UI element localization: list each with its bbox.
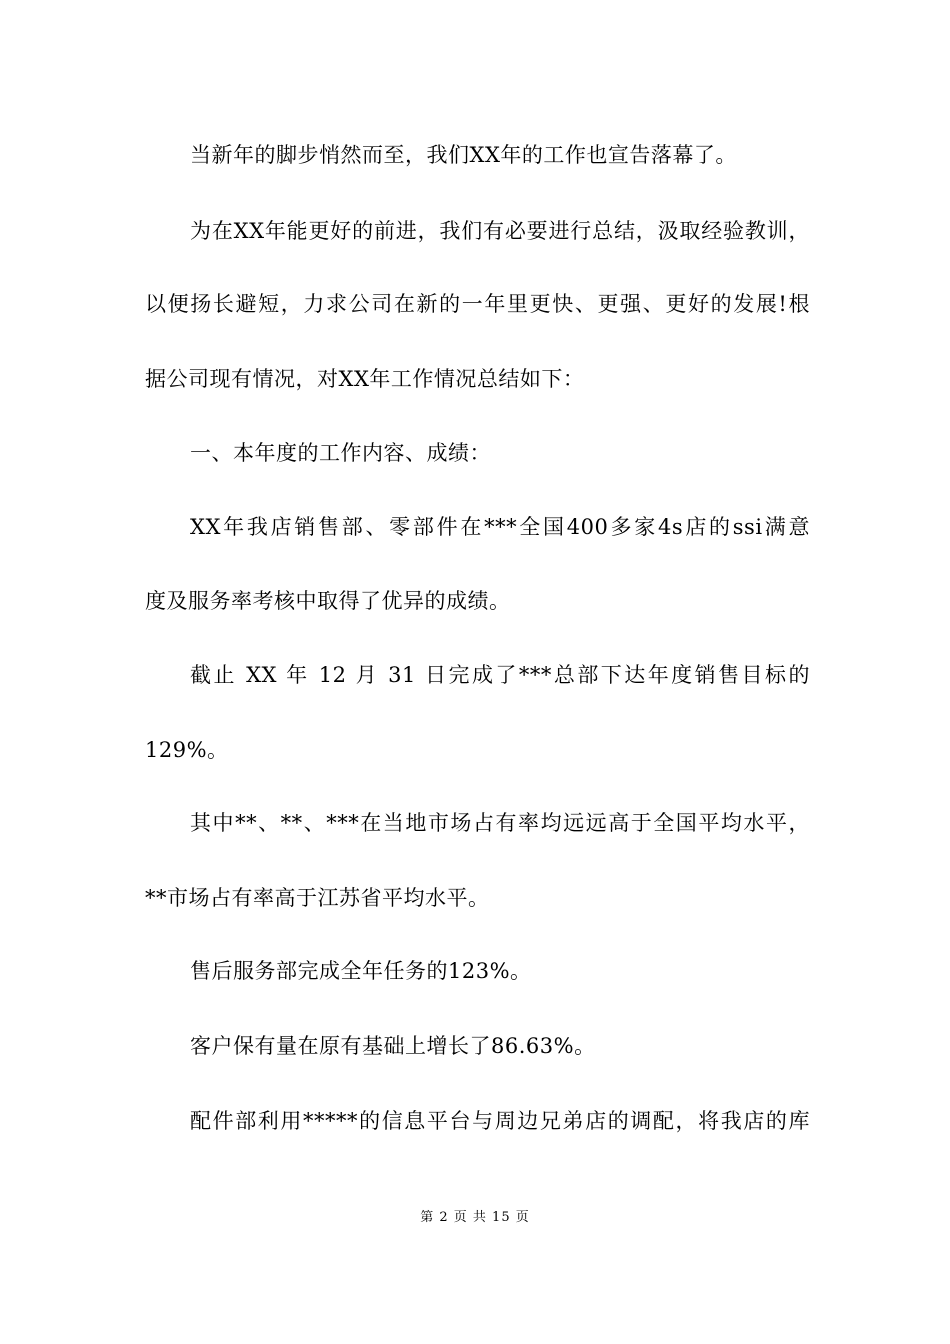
paragraph-line: 售后服务部完成全年任务的123%。	[190, 959, 532, 983]
paragraph-line: 为在XX年能更好的前进，我们有必要进行总结，汲取经验教训，	[190, 219, 810, 243]
paragraph-line: 截止 XX 年 12 月 31 日完成了***总部下达年度销售目标的	[190, 663, 810, 687]
paragraph-line: 配件部利用*****的信息平台与周边兄弟店的调配，将我店的库	[190, 1109, 810, 1133]
paragraph-line: 度及服务率考核中取得了优异的成绩。	[145, 589, 511, 613]
paragraph-line: 以便扬长避短，力求公司在新的一年里更快、更强、更好的发展!根	[145, 292, 810, 316]
paragraph-line: XX年我店销售部、零部件在***全国400多家4s店的ssi满意	[190, 515, 810, 539]
paragraph-line: 129%。	[145, 738, 229, 762]
paragraph-line: 客户保有量在原有基础上增长了86.63%。	[190, 1034, 596, 1058]
section-heading: 一、本年度的工作内容、成绩：	[190, 441, 491, 465]
page-number-footer: 第 2 页 共 15 页	[420, 1210, 530, 1225]
paragraph-line: 当新年的脚步悄然而至，我们XX年的工作也宣告落幕了。	[190, 143, 737, 167]
paragraph-line: **市场占有率高于江苏省平均水平。	[145, 886, 490, 910]
paragraph-line: 据公司现有情况，对XX年工作情况总结如下：	[145, 367, 585, 391]
paragraph-line: 其中**、**、***在当地市场占有率均远远高于全国平均水平，	[190, 811, 810, 835]
